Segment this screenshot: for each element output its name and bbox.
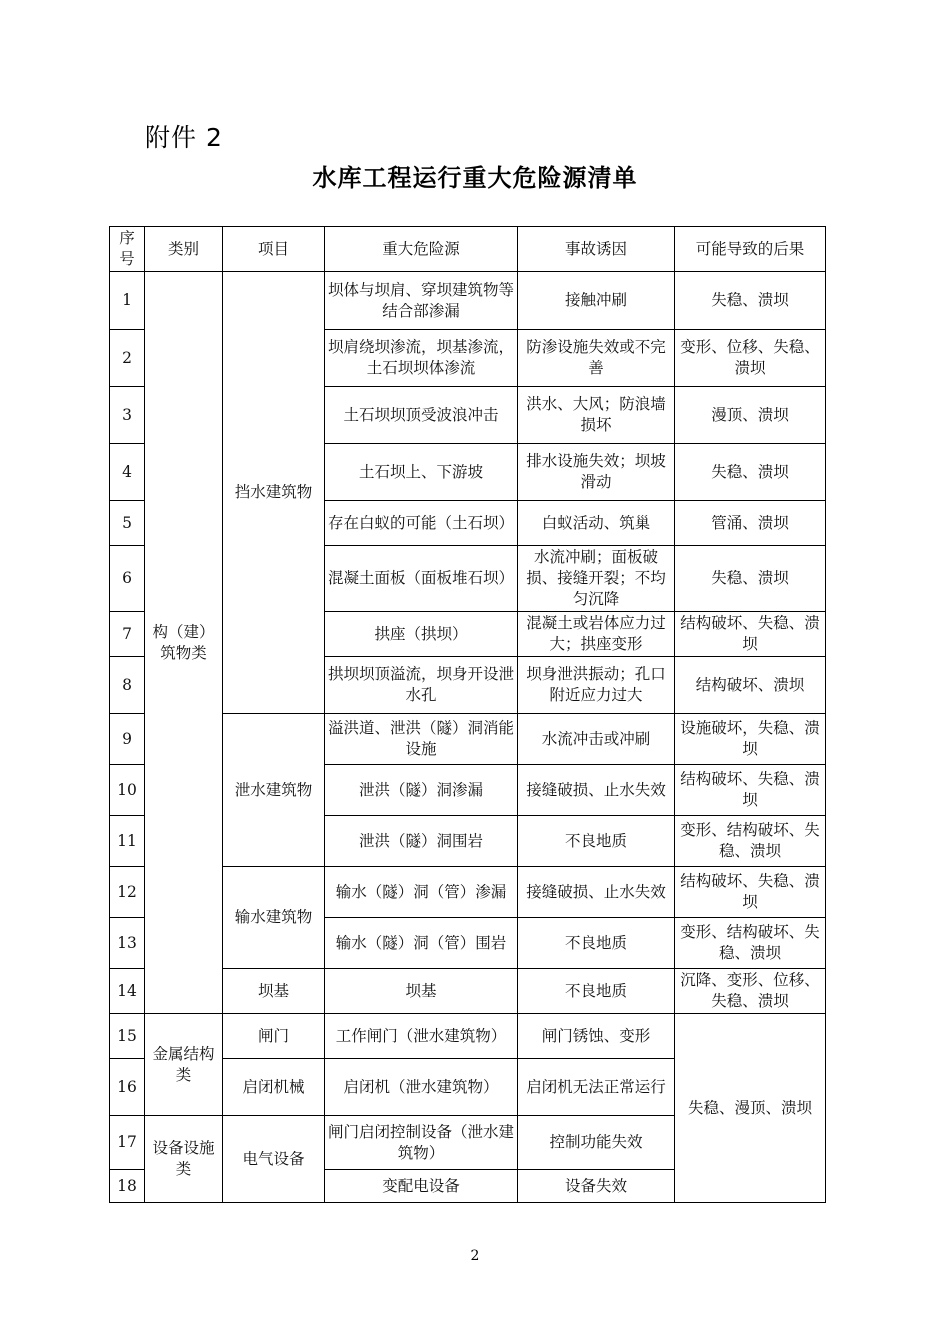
hazard-table <box>109 226 826 1203</box>
header-consequence: 可能导致的后果 <box>675 227 826 272</box>
cause-cell: 设备失效 <box>518 1170 675 1203</box>
consequence-cell: 变形、结构破坏、失稳、溃坝 <box>675 816 826 867</box>
item-cell: 挡水建筑物 <box>223 272 325 714</box>
consequence-cell: 失稳、溃坝 <box>675 272 826 330</box>
header-cause: 事故诱因 <box>518 227 675 272</box>
row-no: 5 <box>110 501 145 546</box>
hazard-cell: 闸门启闭控制设备（泄水建筑物） <box>325 1116 518 1170</box>
cause-cell: 启闭机无法正常运行 <box>518 1059 675 1116</box>
page-title: 水库工程运行重大危险源清单 <box>312 164 638 192</box>
hazard-cell: 混凝土面板（面板堆石坝） <box>325 546 518 612</box>
cause-cell: 排水设施失效；坝坡滑动 <box>518 444 675 501</box>
hazard-cell: 坝肩绕坝渗流，坝基渗流，土石坝坝体渗流 <box>325 330 518 387</box>
header-item: 项目 <box>223 227 325 272</box>
cause-cell: 坝身泄洪振动；孔口附近应力过大 <box>518 657 675 714</box>
consequence-cell: 结构破坏、失稳、溃坝 <box>675 612 826 657</box>
consequence-cell: 变形、位移、失稳、溃坝 <box>675 330 826 387</box>
cause-cell: 洪水、大风；防浪墙损坏 <box>518 387 675 444</box>
row-no: 2 <box>110 330 145 387</box>
cause-cell: 水流冲击或冲刷 <box>518 714 675 765</box>
hazard-cell: 溢洪道、泄洪（隧）洞消能设施 <box>325 714 518 765</box>
header-no: 序号 <box>110 227 145 272</box>
hazard-cell: 坝基 <box>325 969 518 1014</box>
cause-cell: 不良地质 <box>518 816 675 867</box>
category-cell: 金属结构类 <box>145 1014 223 1116</box>
hazard-cell: 工作闸门（泄水建筑物） <box>325 1014 518 1059</box>
cause-cell: 不良地质 <box>518 969 675 1014</box>
shared-consequence-cell: 失稳、漫顶、溃坝 <box>675 1014 826 1203</box>
row-no: 9 <box>110 714 145 765</box>
consequence-cell: 管涌、溃坝 <box>675 501 826 546</box>
hazard-cell: 泄洪（隧）洞围岩 <box>325 816 518 867</box>
table-row <box>110 272 826 330</box>
annex-label: 附件 2 <box>145 123 223 152</box>
hazard-cell: 泄洪（隧）洞渗漏 <box>325 765 518 816</box>
hazard-cell: 坝体与坝肩、穿坝建筑物等结合部渗漏 <box>325 272 518 330</box>
cause-cell: 闸门锈蚀、变形 <box>518 1014 675 1059</box>
consequence-cell: 结构破坏、溃坝 <box>675 657 826 714</box>
hazard-cell: 输水（隧）洞（管）渗漏 <box>325 867 518 918</box>
hazard-cell: 拱坝坝顶溢流，坝身开设泄水孔 <box>325 657 518 714</box>
row-no: 18 <box>110 1170 145 1203</box>
hazard-cell: 变配电设备 <box>325 1170 518 1203</box>
row-no: 15 <box>110 1014 145 1059</box>
consequence-cell: 结构破坏、失稳、溃坝 <box>675 765 826 816</box>
hazard-cell: 土石坝坝顶受波浪冲击 <box>325 387 518 444</box>
row-no: 13 <box>110 918 145 969</box>
row-no: 17 <box>110 1116 145 1170</box>
item-cell: 闸门 <box>223 1014 325 1059</box>
row-no: 1 <box>110 272 145 330</box>
row-no: 6 <box>110 546 145 612</box>
cause-cell: 水流冲刷；面板破损、接缝开裂；不均匀沉降 <box>518 546 675 612</box>
row-no: 4 <box>110 444 145 501</box>
category-cell: 构（建）筑物类 <box>145 272 223 1014</box>
item-cell: 电气设备 <box>223 1116 325 1203</box>
consequence-cell: 漫顶、溃坝 <box>675 387 826 444</box>
item-cell: 坝基 <box>223 969 325 1014</box>
row-no: 8 <box>110 657 145 714</box>
cause-cell: 防渗设施失效或不完善 <box>518 330 675 387</box>
hazard-cell: 拱座（拱坝） <box>325 612 518 657</box>
row-no: 16 <box>110 1059 145 1116</box>
cause-cell: 不良地质 <box>518 918 675 969</box>
consequence-cell: 失稳、溃坝 <box>675 444 826 501</box>
row-no: 10 <box>110 765 145 816</box>
consequence-cell: 变形、结构破坏、失稳、溃坝 <box>675 918 826 969</box>
hazard-cell: 启闭机（泄水建筑物） <box>325 1059 518 1116</box>
consequence-cell: 沉降、变形、位移、失稳、溃坝 <box>675 969 826 1014</box>
table-row <box>110 1014 826 1059</box>
hazard-cell: 存在白蚁的可能（土石坝） <box>325 501 518 546</box>
consequence-cell: 失稳、溃坝 <box>675 546 826 612</box>
cause-cell: 接触冲刷 <box>518 272 675 330</box>
row-no: 11 <box>110 816 145 867</box>
row-no: 3 <box>110 387 145 444</box>
hazard-cell: 土石坝上、下游坡 <box>325 444 518 501</box>
item-cell: 启闭机械 <box>223 1059 325 1116</box>
cause-cell: 白蚁活动、筑巢 <box>518 501 675 546</box>
category-cell: 设备设施类 <box>145 1116 223 1203</box>
table-header-row <box>110 227 826 272</box>
header-category: 类别 <box>145 227 223 272</box>
consequence-cell: 设施破坏，失稳、溃坝 <box>675 714 826 765</box>
cause-cell: 接缝破损、止水失效 <box>518 867 675 918</box>
consequence-cell: 结构破坏、失稳、溃坝 <box>675 867 826 918</box>
row-no: 12 <box>110 867 145 918</box>
cause-cell: 混凝土或岩体应力过大；拱座变形 <box>518 612 675 657</box>
cause-cell: 接缝破损、止水失效 <box>518 765 675 816</box>
cause-cell: 控制功能失效 <box>518 1116 675 1170</box>
item-cell: 输水建筑物 <box>223 867 325 969</box>
hazard-cell: 输水（隧）洞（管）围岩 <box>325 918 518 969</box>
row-no: 7 <box>110 612 145 657</box>
row-no: 14 <box>110 969 145 1014</box>
item-cell: 泄水建筑物 <box>223 714 325 867</box>
header-hazard: 重大危险源 <box>325 227 518 272</box>
page-number: 2 <box>470 1248 480 1264</box>
